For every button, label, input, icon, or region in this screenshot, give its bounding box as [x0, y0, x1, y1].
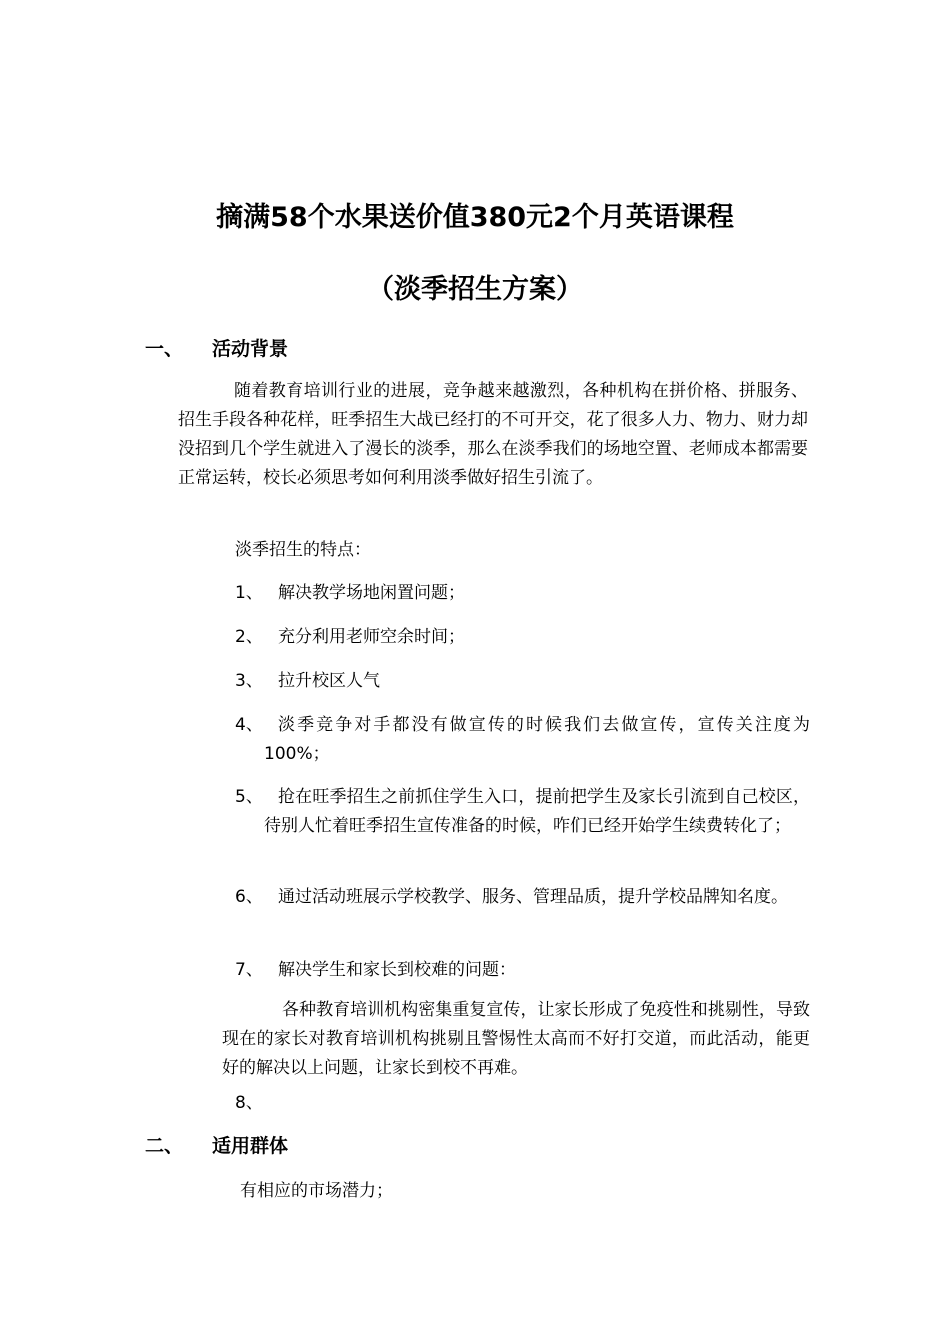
section-number: 一、	[145, 338, 184, 360]
list-item	[235, 883, 810, 912]
list-item-number: 2、	[235, 627, 263, 647]
list-item-number: 4、	[235, 715, 263, 735]
section-title: 活动背景	[212, 338, 289, 360]
list-item-text: 拉升校区人气	[278, 671, 380, 691]
list-item-text: 充分利用老师空余时间；	[278, 627, 465, 647]
list-item	[235, 956, 810, 985]
list-item	[235, 623, 810, 652]
document-subtitle: （淡季招生方案）	[367, 274, 583, 305]
list-item-number: 1、	[235, 583, 263, 603]
features-label: 淡季招生的特点：	[235, 540, 371, 560]
section-number: 二、	[145, 1135, 184, 1157]
list-item	[235, 579, 810, 608]
list-item	[235, 783, 810, 841]
section-title: 适用群体	[212, 1135, 289, 1157]
list-item-number: 7、	[235, 960, 263, 980]
list-item-text: 抢在旺季招生之前抓住学生入口，提前把学生及家长引流到自己校区，待别人忙着旺季招生宣传准备的时候，咋们已经开始学生续费转化了；	[264, 787, 810, 836]
list-item-text: 解决教学场地闲置问题；	[278, 583, 465, 603]
list-item-number: 3、	[235, 671, 263, 691]
background-paragraph: 随着教育培训行业的进展，竞争越来越激烈，各种机构在拼价格、拼服务、招生手段各种花样，旺季招生大战已经打的不可开交，花了很多人力、物力、财力却没招到几个学生就进入了漫长的淡季，那么在淡季我们的场地空置、老师成本都需要正常运转，校长必须思考如何利用淡季做好招生引流了。	[178, 381, 808, 488]
list-item	[235, 667, 810, 696]
list-item-number: 8、	[235, 1093, 263, 1113]
section-heading-audience	[145, 1133, 288, 1159]
list-item-number: 5、	[235, 787, 263, 807]
list-item	[235, 711, 810, 769]
list-item-text: 淡季竞争对手都没有做宣传的时候我们去做宣传，宣传关注度为100%；	[264, 715, 810, 764]
list-item-text: 通过活动班展示学校教学、服务、管理品质，提升学校品牌知名度。	[278, 887, 788, 907]
document-title: 摘满58个水果送价值380元2个月英语课程	[216, 202, 734, 233]
audience-paragraph: 有相应的市场潜力；	[240, 1181, 393, 1201]
list-item-number: 6、	[235, 887, 263, 907]
section-heading-background	[145, 336, 288, 362]
list-item-text: 解决学生和家长到校难的问题：	[278, 960, 516, 980]
item-7-detail-paragraph: 各种教育培训机构密集重复宣传，让家长形成了免疫性和挑剔性，导致现在的家长对教育培训机构挑剔且警惕性太高而不好打交道，而此活动，能更好的解决以上问题，让家长到校不再难。	[222, 1000, 810, 1078]
